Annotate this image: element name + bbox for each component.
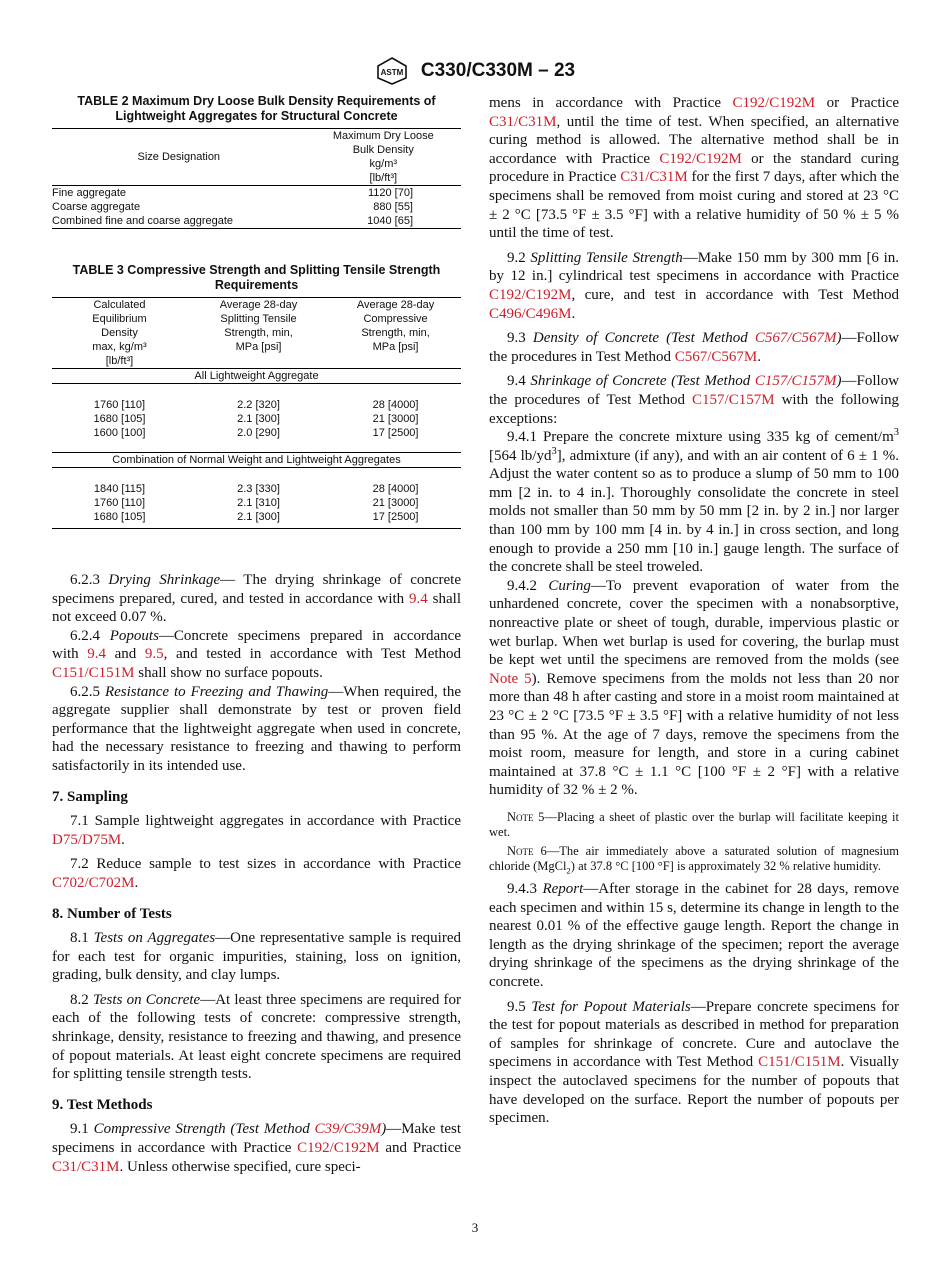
ref-link[interactable]: C192/C192M xyxy=(659,150,742,167)
para-7-1: 7.1 Sample lightweight aggregates in accordance with Practice D75/D75M. xyxy=(52,813,461,848)
table-3 xyxy=(52,297,461,529)
cell-compressive: 17 [2500] xyxy=(372,511,419,523)
header-line: Calculated xyxy=(93,299,146,311)
table-3-col-tensile xyxy=(187,298,330,369)
page-header xyxy=(0,56,950,86)
table-3-col-density xyxy=(52,298,187,369)
table-row xyxy=(52,510,461,524)
ref-link[interactable]: C567/C567M xyxy=(674,348,758,365)
table-row xyxy=(52,412,461,426)
para-9-4-2: 9.4.2 Curing—To prevent evaporation of water from the unhardened concrete, cover the specimen with a nonabsorptive, nonreactive plate or sheet of tough, durable, impervious plastic or wet burlap. When wet burlap is used for covering, the burlap must be kept wet until the specimens are removed from the molds (see Note 5). Remove specimens from the molds not less than 20 nor more than 48 h after casting and store in a moist room maintained at 23 °C ± 2 °C [73.5 °F ± 3.5 °F] with a relative humidity of not less than 95 %. At the age of 7 days, remove the specimens from the moist room, measure for length, and store in a curing cabinet maintained at 37.8 °C ± 1.1 °C [100 °F ± 2 °F] with a relative humidity of 32 % ± 2 %. xyxy=(489,577,900,799)
cell-density: 1760 [110] xyxy=(93,399,146,411)
table-3-group-heading: Combination of Normal Weight and Lightweight Aggregates xyxy=(52,453,461,468)
page-number: 3 xyxy=(471,1220,479,1235)
cell-tensile: 2.2 [320] xyxy=(237,399,280,411)
header-line: Strength, min, xyxy=(361,327,430,339)
ref-link[interactable]: C151/C151M xyxy=(758,1054,841,1071)
table-row xyxy=(52,426,461,440)
table-row xyxy=(52,482,461,496)
ref-link[interactable]: C157/C157M xyxy=(692,391,775,408)
ref-link[interactable]: C702/C702M xyxy=(52,874,135,891)
col-density-line: Bulk Density xyxy=(352,144,414,156)
cell-density: 1760 [110] xyxy=(93,497,146,509)
ref-link[interactable]: C31/C31M xyxy=(52,1158,120,1175)
ref-link[interactable]: C157/C157M xyxy=(754,373,837,390)
cell-value: 1040 [65] xyxy=(367,215,413,227)
col-density-line: Maximum Dry Loose xyxy=(332,130,434,142)
cell-value: 880 [55] xyxy=(373,201,413,213)
cell-density: 1680 [105] xyxy=(93,511,146,523)
table-2-title: TABLE 2 Maximum Dry Loose Bulk Density Requirements of Lightweight Aggregates for Structural Concrete xyxy=(77,94,436,123)
cell-compressive: 17 [2500] xyxy=(372,427,419,439)
header-line: Average 28-day xyxy=(219,299,298,311)
table-2-col-size: Size Designation xyxy=(52,129,306,186)
table-3-group-heading: All Lightweight Aggregate xyxy=(52,369,461,384)
table-row xyxy=(52,398,461,412)
ref-link[interactable]: C39/C39M xyxy=(314,1121,382,1138)
ref-link[interactable]: C192/C192M xyxy=(297,1140,380,1157)
section-heading: 9. Test Methods xyxy=(52,1096,153,1113)
note-5: Note 5—Placing a sheet of plastic over the burlap will facilitate keeping it wet. xyxy=(489,809,899,839)
cell-size: Coarse aggregate xyxy=(52,201,141,213)
header-line: Average 28-day xyxy=(356,299,435,311)
table-row xyxy=(52,200,461,214)
header-line: Equilibrium xyxy=(92,313,147,325)
col-density-line: [lb/ft³] xyxy=(369,172,398,184)
para-9-5: 9.5 Test for Popout Materials—Prepare concrete specimens for the test for popout materials as described in method for preparation of samples for shrinkage of concrete. Cure and autoclave the specimens in accordance with Test Method C151/C151M. Visually inspect the autoclaved specimens for the number of popouts that have developed on the surface. Report the number of popouts per specimen. xyxy=(489,998,900,1127)
ref-link[interactable]: C192/C192M xyxy=(732,95,816,111)
para-6-2-3: 6.2.3 Drying Shrinkage— The drying shrinkage of concrete specimens prepared, cured, and tested in accordance with 9.4 shall not exceed 0.07 %. xyxy=(52,572,461,626)
header-line: max, kg/m³ xyxy=(92,341,147,353)
para-9-4-1: 9.4.1 Prepare the concrete mixture using 335 kg of cement/$m^3$ [564 $lb/yd^3$], admixture (if any), and with an air content of 6 ± 1 %. Adjust the water content so as to produce a slump of 50 mm to 100 mm [2 in. to 4 in.]. Thoroughly consolidate the concrete in steel molds not smaller than 50 mm by 50 mm [2 in. by 2 in.] nor larger than 100 mm by 100 mm [4 in. by 4 in.] in cross section, and long enough to provide a 250 mm [10 in.] gauge length. The surface of the concrete shall be steel troweled. xyxy=(489,427,899,576)
cell-compressive: 28 [4000] xyxy=(372,399,419,411)
cell-size: Fine aggregate xyxy=(52,187,126,199)
cell-compressive: 21 [3000] xyxy=(372,497,419,509)
header-line: Strength, min, xyxy=(224,327,293,339)
ref-link[interactable]: C192/C192M xyxy=(489,286,572,303)
svg-text:ASTM: ASTM xyxy=(380,68,404,77)
header-line: Density xyxy=(101,327,138,339)
header-line: MPa [psi] xyxy=(372,341,419,353)
table-2 xyxy=(52,128,461,229)
right-column xyxy=(489,94,899,1128)
ref-link[interactable]: 9.5 xyxy=(144,646,164,663)
cell-density: 1600 [100] xyxy=(93,427,146,439)
cell-density: 1680 [105] xyxy=(93,413,146,425)
header-line: Splitting Tensile xyxy=(220,313,297,325)
cell-tensile: 2.0 [290] xyxy=(237,427,280,439)
para-9-2: 9.2 Splitting Tensile Strength—Make 150 mm by 300 mm [6 in. by 12 in.] cylindrical test specimens in accordance with Practice C192/C192M, cure, and test in accordance with Test Method C496/C496M. xyxy=(489,249,899,322)
ref-link[interactable]: 9.4 xyxy=(409,590,428,607)
para-9-4-3: 9.4.3 Report—After storage in the cabinet for 28 days, remove each specimen and within 15 s, determine its change in length to the nearest 0.01 % of the effective gauge length. Report the change in length as the drying shrinkage of the specimen; report the average drying shrinkage of the specimens as the drying shrinkage of the concrete. xyxy=(489,880,899,990)
cell-value: 1120 [70] xyxy=(367,187,413,199)
ref-link[interactable]: C31/C31M xyxy=(620,169,688,186)
table-row xyxy=(52,214,461,229)
ref-link[interactable]: C567/C567M xyxy=(754,330,837,347)
cell-density: 1840 [115] xyxy=(93,483,146,495)
cell-size: Combined fine and coarse aggregate xyxy=(52,215,234,227)
cell-compressive: 21 [3000] xyxy=(372,413,419,425)
ref-link[interactable]: C31/C31M xyxy=(489,113,557,130)
designation: C330/C330M – 23 xyxy=(420,60,576,81)
cell-tensile: 2.3 [330] xyxy=(237,483,280,495)
para-9-1: 9.1 Compressive Strength (Test Method C39/C39M)—Make test specimens in accordance with Practice C192/C192M and Practice C31/C31M. Unless otherwise specified, cure speci- xyxy=(52,1121,462,1175)
ref-link[interactable]: 9.4 xyxy=(87,646,107,663)
table-row xyxy=(52,496,461,510)
para-7-2: 7.2 Reduce sample to test sizes in accordance with Practice C702/C702M. xyxy=(52,856,461,891)
para-9-4: 9.4 Shrinkage of Concrete (Test Method C157/C157M)—Follow the procedures of Test Method C157/C157M with the following exceptions: xyxy=(489,373,900,427)
ref-link[interactable]: Note 5 xyxy=(489,670,532,687)
left-column xyxy=(52,94,461,1176)
table-3-col-compressive xyxy=(330,298,461,369)
para-6-2-4: 6.2.4 Popouts—Concrete specimens prepared in accordance with 9.4 and 9.5, and tested in accordance with Test Method C151/C151M shall show no surface popouts. xyxy=(52,627,462,681)
table-3-title: TABLE 3 Compressive Strength and Splitting Tensile Strength Requirements xyxy=(72,263,441,292)
header-line: [lb/ft³] xyxy=(105,355,134,367)
cell-tensile: 2.1 [300] xyxy=(237,413,280,425)
ref-link[interactable]: D75/D75M xyxy=(52,831,122,848)
section-heading: 8. Number of Tests xyxy=(52,905,172,922)
col-density-line: kg/m³ xyxy=(369,158,398,170)
header-line: Compressive xyxy=(363,313,428,325)
para-8-1: 8.1 Tests on Aggregates—One representative sample is required for each test for organic impurities, staining, loss on ignition, grading, bulk density, and clay lumps. xyxy=(52,930,462,984)
cell-tensile: 2.1 [300] xyxy=(237,511,280,523)
table-2-col-density xyxy=(306,129,461,186)
left-body xyxy=(52,571,461,1176)
cell-tensile: 2.1 [310] xyxy=(237,497,280,509)
note-6: Note 6—The air immediately above a saturated solution of magnesium chloride (MgCl$_2$) at 37.8 °C [100 °F] is approximately 32 % relative humidity. xyxy=(489,843,899,876)
para-6-2-5: 6.2.5 Resistance to Freezing and Thawing—When required, the aggregate supplier shall demonstrate by test or proven field performance that the lightweight aggregate when used in concrete, had the necessary resistance to freezing and thawing to perform satisfactorily in its intended use. xyxy=(52,683,461,774)
para-9-3: 9.3 Density of Concrete (Test Method C567/C567M)—Follow the procedures in Test Method C567/C567M. xyxy=(489,330,900,365)
ref-link[interactable]: C151/C151M xyxy=(52,664,135,681)
cell-compressive: 28 [4000] xyxy=(372,483,419,495)
para-9-1-cont: mens in accordance with Practice C192/C192M or Practice C31/C31M, until the time of test. When specified, an alternative curing method is allowed. The alternative method shall be in accordance with Practice C192/C192M or the standard curing procedure in Practice C31/C31M for the first 7 days, after which the specimens shall be removed from moist curing and stored at 23 °C ± 2 °C [73.5 °F ± 3.5 °F] with a relative humidity of 50 % ± 5 % until the time of test. xyxy=(489,95,900,242)
ref-link[interactable]: C496/C496M xyxy=(489,305,572,322)
section-heading: 7. Sampling xyxy=(52,788,128,805)
table-row xyxy=(52,186,461,201)
astm-logo-icon xyxy=(375,56,409,86)
header-line: MPa [psi] xyxy=(235,341,282,353)
para-8-2: 8.2 Tests on Concrete—At least three specimens are required for each of the following tests of concrete: compressive strength, shrinkage, density, resistance to freezing and thawing, and presence of popout materials. At least eight concrete specimens are required for splitting tensile strength tests. xyxy=(52,991,461,1083)
